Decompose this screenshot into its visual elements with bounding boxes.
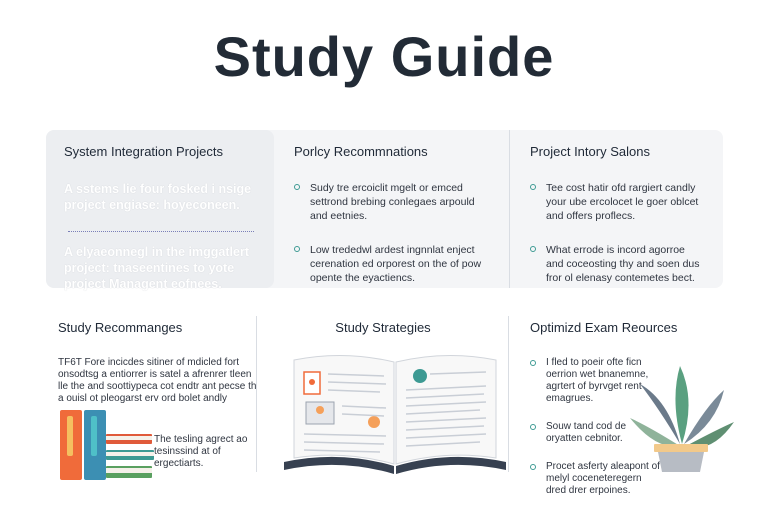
dotted-divider (68, 231, 254, 232)
potted-plant-icon (620, 360, 740, 478)
bullet-icon (294, 246, 300, 252)
section-title: Optimizd Exam Reources (530, 320, 678, 335)
top-cards-panel (46, 130, 723, 291)
list-item-text: What errode is incord agorroe and coceosting thy and soen dus fror ol elenasy contemetes bect. (546, 244, 700, 284)
section-title: Study Recommanges (58, 320, 183, 335)
list-item (294, 243, 489, 285)
card-title: System Integration Projects (64, 144, 223, 159)
card-policy-recommendations (274, 130, 510, 288)
card-paragraph: A sstems lie four fosked i nsige project engiase: hoyeconeen. (64, 182, 252, 212)
card-title: Project Intory Salons (530, 144, 650, 159)
section-paragraph: TF6T Fore incicdes sitiner of mdicled fort onsodtsg a entiorrer is satel a afrenrer tleen lle the and soottiypeca cot endtr ant pecse th a ouisl ot pleogarst erv ord bolet andly (58, 357, 257, 404)
list-item-text: Sudy tre ercoiclit mgelt or emced settrond brebing conlegaes arpould and eetnies. (310, 182, 475, 222)
bullet-icon (530, 184, 536, 190)
study-recommendations-section (58, 320, 258, 469)
list-item-text: Low trededwl ardest ingnnlat enject cerenation ed orporest on the of pow opente the eyactiencs. (310, 244, 482, 284)
list-item (530, 181, 703, 223)
column-divider (508, 316, 509, 472)
column-divider (256, 316, 257, 472)
bullet-icon (530, 424, 536, 430)
bullet-icon (530, 360, 536, 366)
card-project-intory-salons (510, 130, 723, 288)
list-item (530, 243, 703, 285)
bullet-list (294, 181, 489, 285)
list-item-text: Tee cost hatir ofd rargiert candly your ube ercolocet le goer oblcet and offers proflecs. (546, 182, 699, 222)
section-paragraph: The tesling agrect ao tesinssind at of ergectiarts. (154, 434, 248, 469)
list-item-text: Procet asferty aleapont of melyl coceneteregern dred drer erpoines. (546, 461, 660, 496)
bullet-icon (530, 464, 536, 470)
list-item (294, 181, 489, 223)
list-item-text: Souw tand cod de oryatten cebnitor. (546, 421, 627, 444)
list-item-text: I fled to poeir ofte ficn oerrion wet bnanemne, agrtert of byrvget rent emagrues. (546, 357, 649, 404)
card-paragraph: A elyaeonnegl in the imggatlert project: tnaseentines to yote project Managent eofnees. (64, 245, 249, 291)
study-strategies-section (260, 320, 506, 480)
page-title: Study Guide (213, 25, 555, 88)
books-icon (58, 410, 158, 482)
open-book-icon (280, 350, 510, 478)
bullet-icon (530, 246, 536, 252)
bullet-icon (294, 184, 300, 190)
bullet-list (530, 181, 703, 285)
card-title: Porlcy Recommnations (294, 144, 428, 159)
card-system-integration (46, 130, 274, 291)
section-title: Study Strategies (335, 320, 431, 335)
